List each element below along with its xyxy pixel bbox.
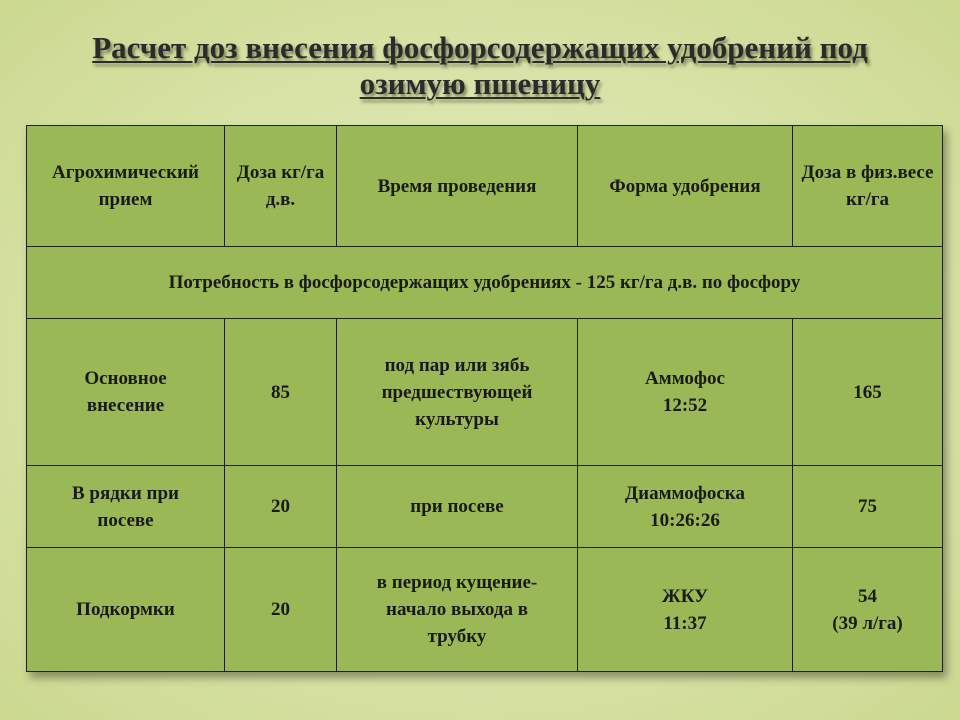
cell-dose-av: 20 — [225, 466, 337, 548]
title-line-1: Расчет доз внесения фосфорсодержащих удобрений под — [92, 30, 868, 65]
slide-title — [40, 30, 920, 102]
header-practice: Агрохимический прием — [27, 126, 225, 247]
cell-timing: под пар или зябь предшествующей культуры — [337, 319, 578, 466]
dose-table — [26, 125, 943, 672]
table-row — [27, 466, 943, 548]
cell-practice: В рядки при посеве — [27, 466, 225, 548]
cell-practice: Основное внесение — [27, 319, 225, 466]
cell-dose-av: 20 — [225, 548, 337, 672]
header-dose-physical: Доза в физ.весе кг/га — [793, 126, 943, 247]
cell-practice: Подкормки — [27, 548, 225, 672]
table-row — [27, 319, 943, 466]
header-row — [27, 126, 943, 247]
title-line-2: озимую пшеницу — [359, 66, 601, 101]
cell-dose-physical: 75 — [793, 466, 943, 548]
cell-dose-physical: 54 (39 л/га) — [793, 548, 943, 672]
requirement-row — [27, 247, 943, 319]
cell-fertilizer: Аммофос 12:52 — [578, 319, 793, 466]
cell-fertilizer: Диаммофоска 10:26:26 — [578, 466, 793, 548]
header-timing: Время проведения — [337, 126, 578, 247]
header-fertilizer: Форма удобрения — [578, 126, 793, 247]
header-dose-av: Доза кг/га д.в. — [225, 126, 337, 247]
cell-dose-physical: 165 — [793, 319, 943, 466]
cell-timing: в период кущение- начало выхода в трубку — [337, 548, 578, 672]
table-row — [27, 548, 943, 672]
cell-timing: при посеве — [337, 466, 578, 548]
cell-fertilizer: ЖКУ 11:37 — [578, 548, 793, 672]
cell-dose-av: 85 — [225, 319, 337, 466]
requirement-cell: Потребность в фосфорсодержащих удобрениях - 125 кг/га д.в. по фосфору — [27, 247, 943, 319]
